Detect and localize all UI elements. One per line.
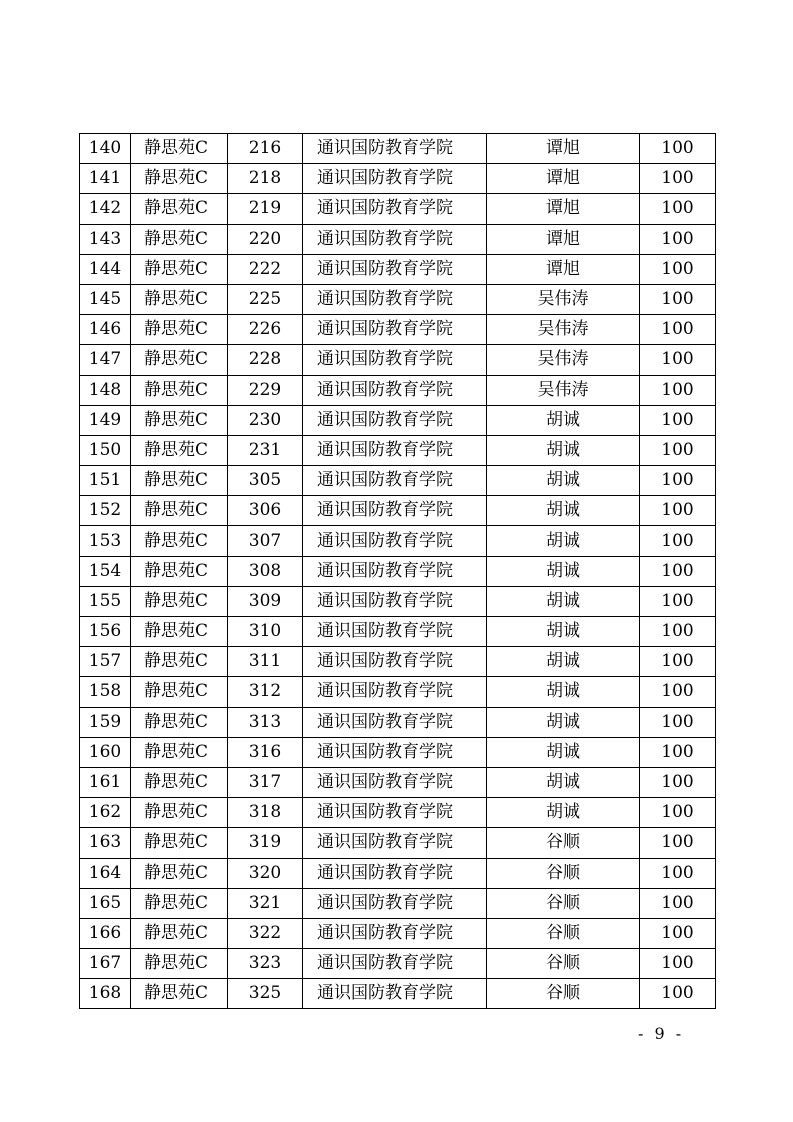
- college-cell: 通识国防教育学院: [303, 496, 487, 526]
- counselor-cell: 谭旭: [487, 254, 640, 284]
- building-cell: 静思苑C: [131, 586, 228, 616]
- table-row: [80, 949, 716, 979]
- counselor-cell: 谷顺: [487, 918, 640, 948]
- college-cell: 通识国防教育学院: [303, 767, 487, 797]
- row-number-cell: 163: [80, 828, 131, 858]
- college-cell: 通识国防教育学院: [303, 949, 487, 979]
- row-number-cell: 144: [80, 254, 131, 284]
- college-cell: 通识国防教育学院: [303, 556, 487, 586]
- college-cell: 通识国防教育学院: [303, 315, 487, 345]
- college-cell: 通识国防教育学院: [303, 888, 487, 918]
- counselor-cell: 谭旭: [487, 164, 640, 194]
- page-number: - 9 -: [638, 1024, 685, 1043]
- room-number-cell: 230: [228, 405, 303, 435]
- row-number-cell: 159: [80, 707, 131, 737]
- row-number-cell: 152: [80, 496, 131, 526]
- counselor-cell: 谭旭: [487, 194, 640, 224]
- college-cell: 通识国防教育学院: [303, 284, 487, 314]
- table-row: [80, 798, 716, 828]
- college-cell: 通识国防教育学院: [303, 194, 487, 224]
- college-cell: 通识国防教育学院: [303, 254, 487, 284]
- table-row: [80, 466, 716, 496]
- counselor-cell: 胡诚: [487, 798, 640, 828]
- table-row: [80, 224, 716, 254]
- score-cell: 100: [640, 737, 716, 767]
- building-cell: 静思苑C: [131, 435, 228, 465]
- room-number-cell: 311: [228, 647, 303, 677]
- college-cell: 通识国防教育学院: [303, 707, 487, 737]
- college-cell: 通识国防教育学院: [303, 918, 487, 948]
- college-cell: 通识国防教育学院: [303, 345, 487, 375]
- college-cell: 通识国防教育学院: [303, 858, 487, 888]
- score-cell: 100: [640, 798, 716, 828]
- counselor-cell: 胡诚: [487, 526, 640, 556]
- room-number-cell: 220: [228, 224, 303, 254]
- counselor-cell: 吴伟涛: [487, 315, 640, 345]
- building-cell: 静思苑C: [131, 134, 228, 164]
- score-cell: 100: [640, 888, 716, 918]
- row-number-cell: 140: [80, 134, 131, 164]
- room-number-cell: 226: [228, 315, 303, 345]
- table-body: [80, 134, 716, 1009]
- room-number-cell: 320: [228, 858, 303, 888]
- table-row: [80, 435, 716, 465]
- building-cell: 静思苑C: [131, 496, 228, 526]
- score-cell: 100: [640, 134, 716, 164]
- dormitory-score-table: [79, 133, 716, 1009]
- room-number-cell: 310: [228, 617, 303, 647]
- score-cell: 100: [640, 224, 716, 254]
- score-cell: 100: [640, 164, 716, 194]
- score-cell: 100: [640, 375, 716, 405]
- score-cell: 100: [640, 315, 716, 345]
- row-number-cell: 155: [80, 586, 131, 616]
- building-cell: 静思苑C: [131, 888, 228, 918]
- row-number-cell: 165: [80, 888, 131, 918]
- table-row: [80, 677, 716, 707]
- college-cell: 通识国防教育学院: [303, 798, 487, 828]
- score-cell: 100: [640, 254, 716, 284]
- table-row: [80, 164, 716, 194]
- score-cell: 100: [640, 828, 716, 858]
- room-number-cell: 219: [228, 194, 303, 224]
- row-number-cell: 160: [80, 737, 131, 767]
- row-number-cell: 167: [80, 949, 131, 979]
- score-cell: 100: [640, 405, 716, 435]
- table-row: [80, 707, 716, 737]
- building-cell: 静思苑C: [131, 828, 228, 858]
- room-number-cell: 316: [228, 737, 303, 767]
- building-cell: 静思苑C: [131, 375, 228, 405]
- counselor-cell: 胡诚: [487, 556, 640, 586]
- table-row: [80, 979, 716, 1009]
- building-cell: 静思苑C: [131, 194, 228, 224]
- row-number-cell: 142: [80, 194, 131, 224]
- score-cell: 100: [640, 918, 716, 948]
- room-number-cell: 307: [228, 526, 303, 556]
- row-number-cell: 149: [80, 405, 131, 435]
- room-number-cell: 318: [228, 798, 303, 828]
- college-cell: 通识国防教育学院: [303, 405, 487, 435]
- building-cell: 静思苑C: [131, 979, 228, 1009]
- room-number-cell: 308: [228, 556, 303, 586]
- room-number-cell: 312: [228, 677, 303, 707]
- table-row: [80, 737, 716, 767]
- counselor-cell: 胡诚: [487, 737, 640, 767]
- table-row: [80, 194, 716, 224]
- college-cell: 通识国防教育学院: [303, 435, 487, 465]
- score-cell: 100: [640, 466, 716, 496]
- table-row: [80, 888, 716, 918]
- table-row: [80, 254, 716, 284]
- counselor-cell: 吴伟涛: [487, 345, 640, 375]
- score-cell: 100: [640, 949, 716, 979]
- building-cell: 静思苑C: [131, 345, 228, 375]
- row-number-cell: 166: [80, 918, 131, 948]
- score-cell: 100: [640, 526, 716, 556]
- score-cell: 100: [640, 617, 716, 647]
- table-row: [80, 918, 716, 948]
- counselor-cell: 吴伟涛: [487, 375, 640, 405]
- counselor-cell: 胡诚: [487, 617, 640, 647]
- table-row: [80, 284, 716, 314]
- row-number-cell: 157: [80, 647, 131, 677]
- counselor-cell: 胡诚: [487, 677, 640, 707]
- building-cell: 静思苑C: [131, 526, 228, 556]
- building-cell: 静思苑C: [131, 767, 228, 797]
- room-number-cell: 321: [228, 888, 303, 918]
- building-cell: 静思苑C: [131, 164, 228, 194]
- counselor-cell: 胡诚: [487, 466, 640, 496]
- college-cell: 通识国防教育学院: [303, 979, 487, 1009]
- room-number-cell: 306: [228, 496, 303, 526]
- row-number-cell: 150: [80, 435, 131, 465]
- row-number-cell: 143: [80, 224, 131, 254]
- building-cell: 静思苑C: [131, 315, 228, 345]
- building-cell: 静思苑C: [131, 737, 228, 767]
- room-number-cell: 222: [228, 254, 303, 284]
- building-cell: 静思苑C: [131, 858, 228, 888]
- college-cell: 通识国防教育学院: [303, 164, 487, 194]
- row-number-cell: 162: [80, 798, 131, 828]
- table-row: [80, 858, 716, 888]
- score-cell: 100: [640, 586, 716, 616]
- college-cell: 通识国防教育学院: [303, 737, 487, 767]
- building-cell: 静思苑C: [131, 677, 228, 707]
- counselor-cell: 胡诚: [487, 405, 640, 435]
- counselor-cell: 谷顺: [487, 888, 640, 918]
- row-number-cell: 147: [80, 345, 131, 375]
- room-number-cell: 313: [228, 707, 303, 737]
- counselor-cell: 胡诚: [487, 767, 640, 797]
- table-row: [80, 647, 716, 677]
- college-cell: 通识国防教育学院: [303, 617, 487, 647]
- building-cell: 静思苑C: [131, 224, 228, 254]
- counselor-cell: 胡诚: [487, 586, 640, 616]
- room-number-cell: 325: [228, 979, 303, 1009]
- score-cell: 100: [640, 677, 716, 707]
- row-number-cell: 153: [80, 526, 131, 556]
- building-cell: 静思苑C: [131, 254, 228, 284]
- score-cell: 100: [640, 284, 716, 314]
- row-number-cell: 141: [80, 164, 131, 194]
- college-cell: 通识国防教育学院: [303, 526, 487, 556]
- row-number-cell: 146: [80, 315, 131, 345]
- college-cell: 通识国防教育学院: [303, 224, 487, 254]
- counselor-cell: 谷顺: [487, 858, 640, 888]
- room-number-cell: 309: [228, 586, 303, 616]
- college-cell: 通识国防教育学院: [303, 375, 487, 405]
- building-cell: 静思苑C: [131, 284, 228, 314]
- row-number-cell: 151: [80, 466, 131, 496]
- table-row: [80, 375, 716, 405]
- building-cell: 静思苑C: [131, 617, 228, 647]
- score-cell: 100: [640, 707, 716, 737]
- counselor-cell: 胡诚: [487, 496, 640, 526]
- college-cell: 通识国防教育学院: [303, 134, 487, 164]
- score-cell: 100: [640, 647, 716, 677]
- row-number-cell: 168: [80, 979, 131, 1009]
- score-cell: 100: [640, 435, 716, 465]
- building-cell: 静思苑C: [131, 466, 228, 496]
- room-number-cell: 225: [228, 284, 303, 314]
- college-cell: 通识国防教育学院: [303, 677, 487, 707]
- table-row: [80, 315, 716, 345]
- row-number-cell: 161: [80, 767, 131, 797]
- row-number-cell: 158: [80, 677, 131, 707]
- college-cell: 通识国防教育学院: [303, 466, 487, 496]
- row-number-cell: 148: [80, 375, 131, 405]
- building-cell: 静思苑C: [131, 707, 228, 737]
- building-cell: 静思苑C: [131, 556, 228, 586]
- counselor-cell: 胡诚: [487, 707, 640, 737]
- row-number-cell: 164: [80, 858, 131, 888]
- room-number-cell: 229: [228, 375, 303, 405]
- college-cell: 通识国防教育学院: [303, 828, 487, 858]
- counselor-cell: 吴伟涛: [487, 284, 640, 314]
- counselor-cell: 胡诚: [487, 435, 640, 465]
- room-number-cell: 319: [228, 828, 303, 858]
- row-number-cell: 154: [80, 556, 131, 586]
- table-row: [80, 134, 716, 164]
- table-row: [80, 617, 716, 647]
- building-cell: 静思苑C: [131, 798, 228, 828]
- score-cell: 100: [640, 858, 716, 888]
- room-number-cell: 228: [228, 345, 303, 375]
- room-number-cell: 231: [228, 435, 303, 465]
- room-number-cell: 322: [228, 918, 303, 948]
- table-row: [80, 556, 716, 586]
- building-cell: 静思苑C: [131, 949, 228, 979]
- college-cell: 通识国防教育学院: [303, 586, 487, 616]
- row-number-cell: 156: [80, 617, 131, 647]
- counselor-cell: 胡诚: [487, 647, 640, 677]
- table-row: [80, 828, 716, 858]
- table-row: [80, 526, 716, 556]
- room-number-cell: 216: [228, 134, 303, 164]
- table-row: [80, 405, 716, 435]
- room-number-cell: 305: [228, 466, 303, 496]
- counselor-cell: 谷顺: [487, 979, 640, 1009]
- building-cell: 静思苑C: [131, 405, 228, 435]
- score-cell: 100: [640, 979, 716, 1009]
- counselor-cell: 谭旭: [487, 224, 640, 254]
- building-cell: 静思苑C: [131, 918, 228, 948]
- score-cell: 100: [640, 496, 716, 526]
- counselor-cell: 谷顺: [487, 949, 640, 979]
- counselor-cell: 谭旭: [487, 134, 640, 164]
- counselor-cell: 谷顺: [487, 828, 640, 858]
- score-cell: 100: [640, 556, 716, 586]
- score-cell: 100: [640, 767, 716, 797]
- score-cell: 100: [640, 194, 716, 224]
- row-number-cell: 145: [80, 284, 131, 314]
- room-number-cell: 323: [228, 949, 303, 979]
- table-row: [80, 767, 716, 797]
- table-row: [80, 345, 716, 375]
- college-cell: 通识国防教育学院: [303, 647, 487, 677]
- table-row: [80, 496, 716, 526]
- room-number-cell: 218: [228, 164, 303, 194]
- score-cell: 100: [640, 345, 716, 375]
- building-cell: 静思苑C: [131, 647, 228, 677]
- table-row: [80, 586, 716, 616]
- room-number-cell: 317: [228, 767, 303, 797]
